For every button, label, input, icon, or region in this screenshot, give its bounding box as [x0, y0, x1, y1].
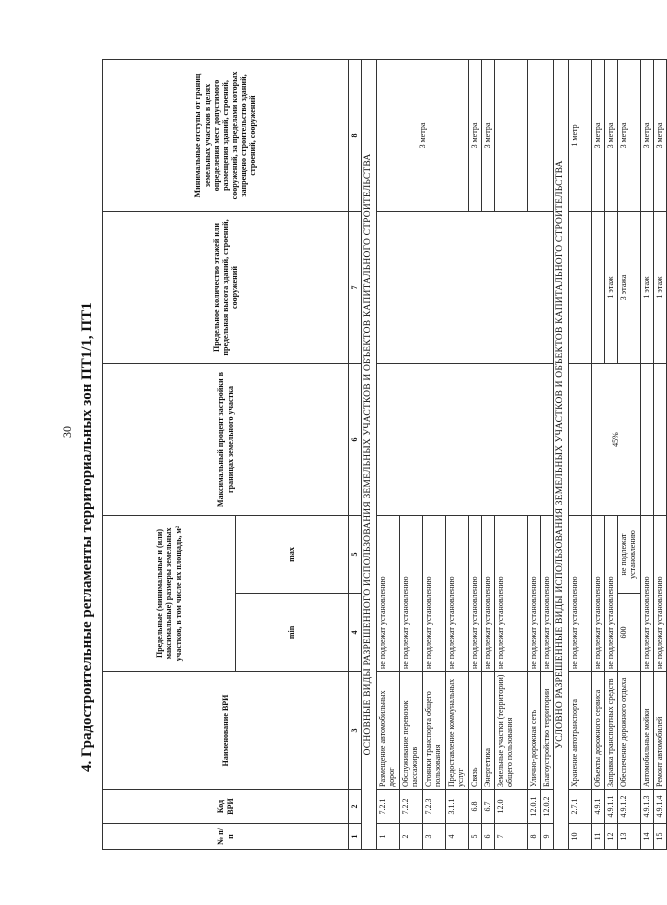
table-header-row	[103, 60, 236, 850]
row-name: Автомобильные мойки	[641, 672, 654, 790]
column-number: 2	[349, 790, 362, 824]
coverage-value	[641, 364, 654, 516]
setback-value: 3 метра	[618, 60, 641, 212]
row-code: 4.9.1.2	[618, 790, 641, 824]
row-number: 14	[641, 824, 654, 850]
floors-value	[569, 212, 592, 364]
row-plot-min: 600	[618, 594, 641, 672]
setback-value: 3 метра	[592, 60, 605, 212]
row-plot-size: не подлежат установлению	[423, 516, 446, 672]
header-min: min	[236, 594, 349, 672]
row-number: 3	[423, 824, 446, 850]
setback-value: 3 метра	[641, 60, 654, 212]
column-number: 4	[349, 594, 362, 672]
setback-value: 3 метра	[469, 60, 482, 212]
row-number: 6	[482, 824, 495, 850]
row-number: 10	[569, 824, 592, 850]
setback-value: 3 метра	[605, 60, 618, 212]
row-code: 12.0.1	[528, 790, 541, 824]
header-code: Код ВРИ	[103, 790, 349, 824]
column-number: 5	[349, 516, 362, 594]
table-row	[654, 60, 667, 850]
table-row	[569, 60, 592, 850]
row-name: Стоянки транспорта общего пользования	[423, 672, 446, 790]
floors-value: 1 этаж	[641, 212, 654, 364]
document-title: 4. Градостроительные регламенты территориальных зон ПТ1/1, ПТ1	[79, 302, 95, 772]
row-code: 12.0	[495, 790, 528, 824]
row-name: Земельные участки (территории) общего пользования	[495, 672, 528, 790]
row-code: 6.7	[482, 790, 495, 824]
row-code: 7.2.2	[400, 790, 423, 824]
header-number: № п/п	[103, 824, 349, 850]
row-code: 7.2.3	[423, 790, 446, 824]
row-name: Связь	[469, 672, 482, 790]
row-plot-size: не подлежат установлению	[469, 516, 482, 672]
header-plot-size: Предельные (минимальные и (или) максимальные) размеры земельных участков, в том числе их площадь, м²	[103, 516, 236, 672]
page-number: 30	[60, 426, 74, 438]
row-code: 4.9.1.3	[641, 790, 654, 824]
row-code: 3.1.1	[446, 790, 469, 824]
row-number: 2	[400, 824, 423, 850]
setback-value: 3 метра	[482, 60, 495, 212]
row-plot-size: не подлежат установлению	[528, 516, 541, 672]
row-plot-size: не подлежат установлению	[446, 516, 469, 672]
table-row	[641, 60, 654, 850]
column-number: 7	[349, 212, 362, 364]
row-plot-size: не подлежат установлению	[482, 516, 495, 672]
row-code: 4.9.1	[592, 790, 605, 824]
row-code: 4.9.1.4	[654, 790, 667, 824]
row-name: Ремонт автомобилей	[654, 672, 667, 790]
row-plot-size: не подлежат установлению	[377, 516, 400, 672]
row-plot-size: не подлежат установлению	[400, 516, 423, 672]
row-number: 5	[469, 824, 482, 850]
coverage-value	[569, 364, 592, 516]
row-name: Благоустройство территории	[541, 672, 554, 790]
column-number: 8	[349, 60, 362, 212]
row-number: 7	[495, 824, 528, 850]
row-name: Предоставление коммунальных услуг	[446, 672, 469, 790]
header-setback: Минимальные отступы от границ земельных участков в целях определения мест допустимого размещения зданий, строений, сооружений, за пределами которых запрещено строительство зданий, строений, сооружений	[103, 60, 349, 212]
row-name: Обслуживание перевозок пассажиров	[400, 672, 423, 790]
row-code: 12.0.2	[541, 790, 554, 824]
row-code: 4.9.1.1	[605, 790, 618, 824]
setback-value	[528, 60, 554, 212]
row-plot-size: не подлежат установлению	[641, 516, 654, 672]
row-code: 7.2.1	[377, 790, 400, 824]
floors-value: 1 этаж	[654, 212, 667, 364]
row-plot-size: не подлежат установлению	[654, 516, 667, 672]
row-code: 2.7.1	[569, 790, 592, 824]
row-plot-size: не подлежат установлению	[592, 516, 605, 672]
row-name: Объекты дорожного сервиса	[592, 672, 605, 790]
row-number: 11	[592, 824, 605, 850]
setback-value: 3 метра	[377, 60, 469, 212]
coverage-value	[654, 364, 667, 516]
floors-value: 3 этажа	[618, 212, 641, 364]
row-plot-max: не подлежат установлению	[618, 516, 641, 594]
header-coverage: Максимальный процент застройки в границах земельного участка	[103, 364, 349, 516]
row-number: 13	[618, 824, 641, 850]
column-number: 1	[349, 824, 362, 850]
row-number: 8	[528, 824, 541, 850]
row-plot-size: не подлежат установлению	[495, 516, 528, 672]
row-plot-size: не подлежат установлению	[605, 516, 618, 672]
column-number-row	[349, 60, 362, 850]
row-name: Энергетика	[482, 672, 495, 790]
row-plot-size: не подлежат установлению	[569, 516, 592, 672]
regulations-table	[102, 59, 667, 850]
floors-value	[592, 212, 605, 364]
header-name: Наименование ВРИ	[103, 672, 349, 790]
row-number: 15	[654, 824, 667, 850]
section-heading-conditional: УСЛОВНО РАЗРЕШЕННЫЕ ВИДЫ ИСПОЛЬЗОВАНИЯ ЗЕМЕЛЬНЫХ УЧАСТКОВ И ОБЪЕКТОВ КАПИТАЛЬНОГО СТРОИТЕЛЬСТВА	[554, 60, 569, 850]
table-row	[592, 60, 605, 850]
row-name: Заправка транспортных средств	[605, 672, 618, 790]
row-number: 12	[605, 824, 618, 850]
floors-value: 1 этаж	[605, 212, 618, 364]
row-number: 9	[541, 824, 554, 850]
column-number: 6	[349, 364, 362, 516]
row-name: Улично-дорожная сеть	[528, 672, 541, 790]
rotated-page-content	[72, 60, 664, 850]
setback-value: 1 метр	[569, 60, 592, 212]
section-heading-row	[554, 60, 569, 850]
column-number: 3	[349, 672, 362, 790]
coverage-value	[377, 364, 554, 516]
row-plot-size: не подлежат установлению	[541, 516, 554, 672]
section-heading-row	[362, 60, 377, 850]
section-heading-main: ОСНОВНЫЕ ВИДЫ РАЗРЕШЕННОГО ИСПОЛЬЗОВАНИЯ ЗЕМЕЛЬНЫХ УЧАСТКОВ И ОБЪЕКТОВ КАПИТАЛЬНОГО СТРОИТЕЛЬСТВА	[362, 60, 377, 850]
header-max: max	[236, 516, 349, 594]
setback-value: 3 метра	[654, 60, 667, 212]
coverage-value: 45%	[592, 364, 641, 516]
table-row	[377, 60, 400, 850]
row-code: 6.8	[469, 790, 482, 824]
header-floors: Предельное количество этажей или предельная высота зданий, строений, сооружений	[103, 212, 349, 364]
row-number: 1	[377, 824, 400, 850]
row-name: Обеспечение дорожного отдыха	[618, 672, 641, 790]
row-number: 4	[446, 824, 469, 850]
row-name: Хранение автотранспорта	[569, 672, 592, 790]
floors-value	[377, 212, 554, 364]
row-name: Размещение автомобильных дорог	[377, 672, 400, 790]
setback-value	[495, 60, 528, 212]
